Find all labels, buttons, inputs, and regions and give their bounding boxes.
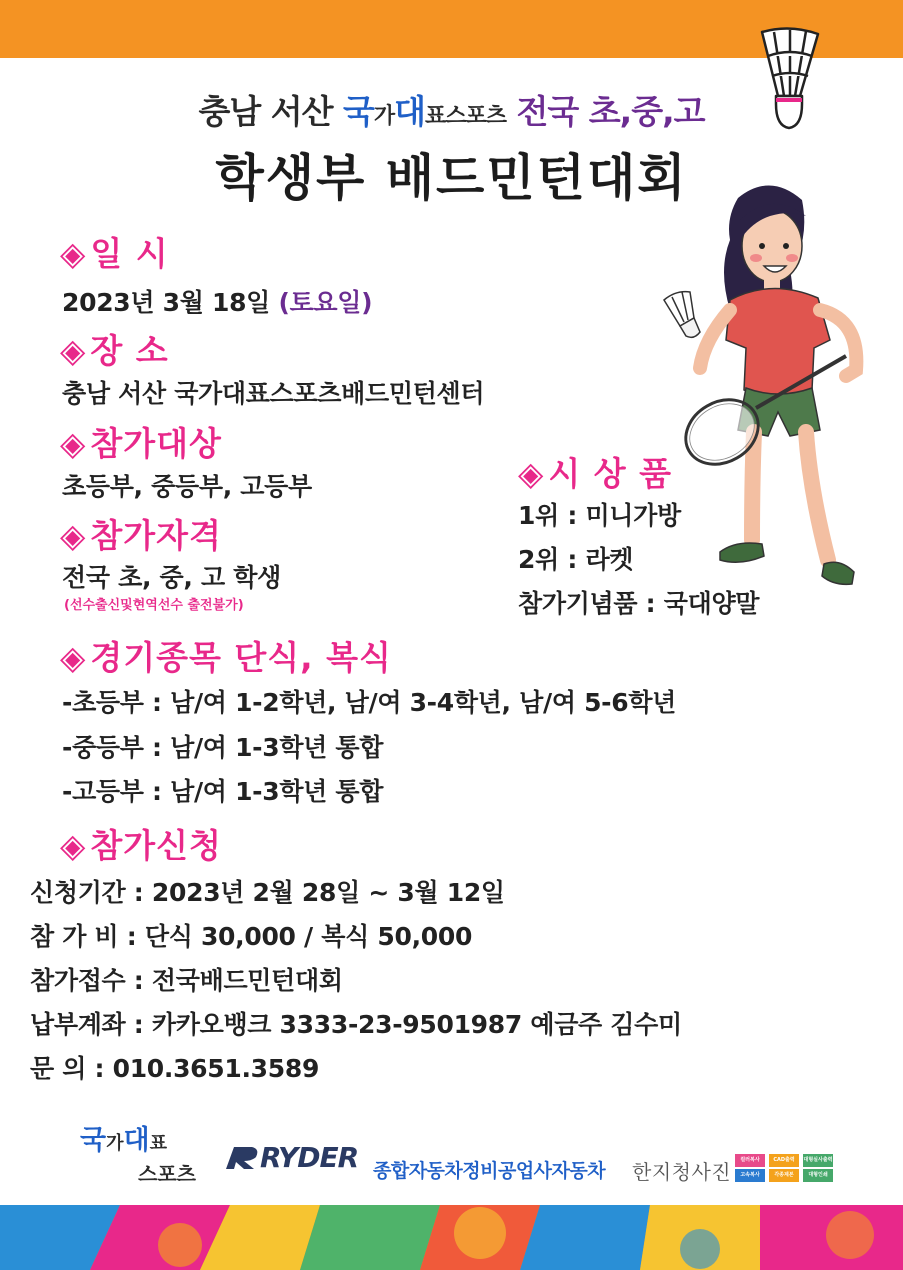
target-value: 초등부, 중등부, 고등부 bbox=[62, 472, 312, 501]
flying-shuttlecock-icon bbox=[664, 292, 700, 338]
service-tag: 컬러복사 bbox=[735, 1154, 765, 1167]
qualification-note: (선수출신및현역선수 출전불가) bbox=[64, 598, 244, 613]
target-heading-label: 참가대상 bbox=[90, 424, 222, 463]
sponsor-logo-pyo: 표 bbox=[149, 1133, 167, 1154]
diamond-icon: ◈ bbox=[60, 424, 87, 463]
title-location: 충남 서산 bbox=[198, 92, 343, 131]
diamond-icon: ◈ bbox=[60, 826, 87, 865]
sponsor-photo: 한지청사진 bbox=[632, 1160, 732, 1184]
events-heading bbox=[60, 632, 392, 679]
sponsor-logo-national-sports bbox=[80, 1126, 167, 1159]
service-tag: 각종제본 bbox=[769, 1169, 799, 1182]
title-brand-rest: 표스포츠 bbox=[425, 104, 507, 129]
diamond-icon: ◈ bbox=[60, 331, 87, 370]
date-value bbox=[62, 283, 372, 319]
event-item: -고등부 : 남/여 1-3학년 통합 bbox=[62, 777, 384, 806]
application-item: 참 가 비 : 단식 30,000 / 복식 50,000 bbox=[30, 922, 473, 951]
title-brand-ga: 가 bbox=[373, 104, 395, 129]
badminton-girl-illustration bbox=[660, 180, 900, 600]
sponsor-logo-ga: 가 bbox=[106, 1133, 124, 1154]
diamond-icon: ◈ bbox=[518, 454, 545, 493]
venue-heading-label: 장 소 bbox=[90, 331, 169, 370]
application-item: 납부계좌 : 카카오뱅크 3333-23-9501987 예금주 김수미 bbox=[30, 1010, 682, 1039]
application-heading bbox=[60, 820, 222, 867]
event-item: -초등부 : 남/여 1-2학년, 남/여 3-4학년, 남/여 5-6학년 bbox=[62, 688, 677, 717]
prizes-heading-label: 시 상 품 bbox=[548, 454, 673, 493]
sponsor-ryder: RYDER bbox=[260, 1141, 359, 1174]
diamond-icon: ◈ bbox=[60, 638, 87, 677]
service-tag: 고속복사 bbox=[735, 1169, 765, 1182]
date-heading bbox=[60, 228, 169, 275]
sponsor-ryder-logo bbox=[224, 1141, 358, 1174]
qualification-heading-label: 참가자격 bbox=[90, 516, 222, 555]
ryder-r-icon bbox=[224, 1145, 260, 1171]
date-main: 2023년 3월 18일 bbox=[62, 288, 271, 317]
service-tag: CAD출력 bbox=[769, 1154, 799, 1167]
colorful-pattern bbox=[0, 1205, 903, 1270]
sponsor-garage: 종합자동차정비공업사자동차 bbox=[373, 1160, 606, 1182]
venue-heading bbox=[60, 325, 169, 372]
sponsor-logo-dae: 대 bbox=[123, 1125, 150, 1156]
sponsor-service-tags bbox=[735, 1154, 835, 1184]
sponsor-logo-sub: 스포츠 bbox=[138, 1162, 196, 1186]
events-heading-label: 경기종목 단식, 복식 bbox=[90, 638, 392, 677]
qualification-heading bbox=[60, 510, 222, 557]
sponsor-logo-guk: 국 bbox=[80, 1125, 107, 1156]
service-tag: 대형인쇄 bbox=[803, 1169, 833, 1182]
prizes-heading bbox=[518, 448, 672, 495]
venue-value: 충남 서산 국가대표스포츠배드민턴센터 bbox=[62, 379, 485, 408]
application-item: 문 의 : 010.3651.3589 bbox=[30, 1054, 320, 1083]
qualification-value: 전국 초, 중, 고 학생 bbox=[62, 563, 281, 592]
date-heading-label: 일 시 bbox=[90, 234, 169, 273]
title-brand-guk: 국 bbox=[342, 92, 374, 131]
application-item: 신청기간 : 2023년 2월 28일 ~ 3월 12일 bbox=[30, 878, 505, 907]
date-day: (토요일) bbox=[278, 288, 373, 317]
title-scope: 전국 초,중,고 bbox=[506, 92, 705, 131]
application-heading-label: 참가신청 bbox=[90, 826, 222, 865]
event-item: -중등부 : 남/여 1-3학년 통합 bbox=[62, 733, 384, 762]
title-brand-dae: 대 bbox=[394, 92, 426, 131]
bottom-decorative-band bbox=[0, 1205, 903, 1270]
application-item: 참가접수 : 전국배드민턴대회 bbox=[30, 966, 343, 995]
service-tag: 대형실사출력 bbox=[803, 1154, 833, 1167]
prize-item: 2위 : 라켓 bbox=[518, 545, 634, 574]
title-line-1 bbox=[0, 86, 903, 133]
page-title: 학생부 배드민턴대회 bbox=[215, 149, 688, 207]
target-heading bbox=[60, 418, 222, 465]
prize-item: 참가기념품 : 국대양말 bbox=[518, 589, 760, 618]
prize-item: 1위 : 미니가방 bbox=[518, 501, 681, 530]
diamond-icon: ◈ bbox=[60, 234, 87, 273]
diamond-icon: ◈ bbox=[60, 516, 87, 555]
sponsor-bar bbox=[0, 1118, 903, 1198]
